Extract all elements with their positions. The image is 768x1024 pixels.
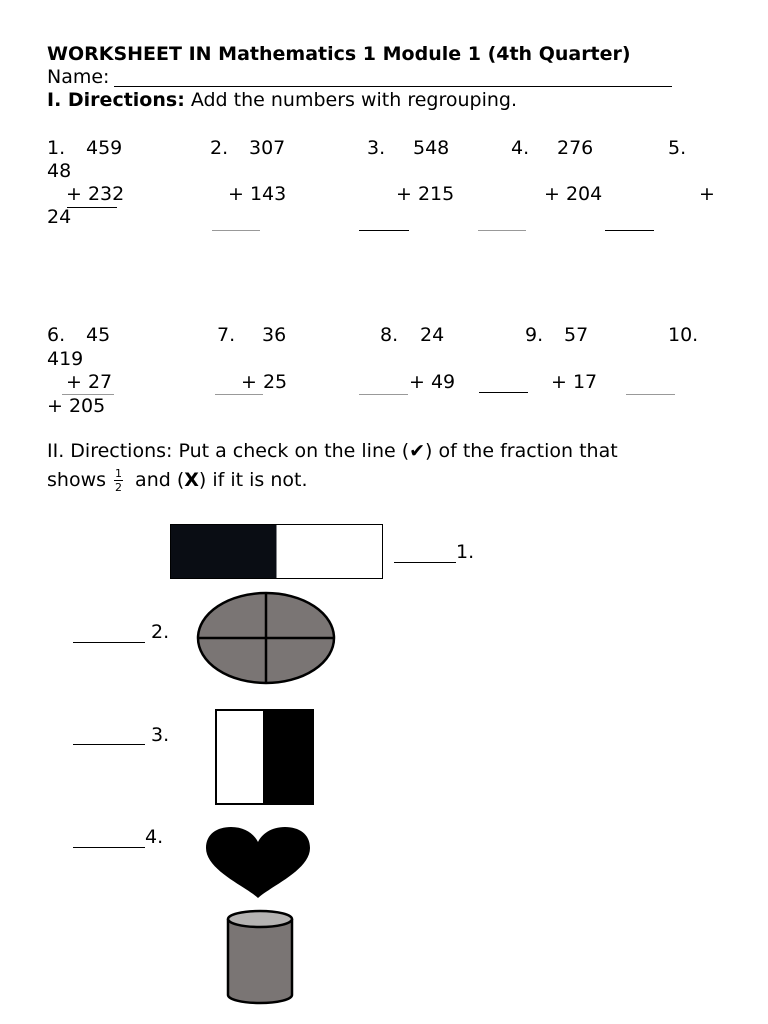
heart-icon xyxy=(205,826,311,900)
fraction-numerator: 1 xyxy=(115,467,123,480)
problem-8-addend: + 49 xyxy=(409,371,456,393)
problem-5-addend: 24 xyxy=(47,206,72,228)
part1-directions xyxy=(47,91,517,110)
problem-9-answer-line[interactable] xyxy=(479,392,528,393)
problem-5-number: 5. xyxy=(668,137,687,159)
problem-7-top: 36 xyxy=(262,324,287,346)
item-4-label: 4. xyxy=(145,826,164,848)
item-4-answer-line[interactable] xyxy=(73,847,145,848)
problem-9-addend: + 17 xyxy=(551,371,598,393)
problem-8-answer-line[interactable] xyxy=(359,394,408,395)
problem-9-top: 57 xyxy=(564,324,589,346)
oval-quarters-icon xyxy=(196,591,336,685)
problem-4-top: 276 xyxy=(557,137,594,159)
fraction-denominator: 2 xyxy=(115,481,123,494)
rectangle-half-shaded-icon xyxy=(170,524,384,580)
problem-10-top: 419 xyxy=(47,348,84,370)
item-3-label: 3. xyxy=(151,724,170,746)
worksheet-title: WORKSHEET IN Mathematics 1 Module 1 (4th Quarter) xyxy=(47,43,631,65)
item-1-answer-line[interactable] xyxy=(394,562,456,563)
problem-1-number: 1. xyxy=(47,137,66,159)
problem-5-plus-sign: + xyxy=(699,183,715,205)
problem-2-top: 307 xyxy=(249,137,286,159)
problem-8-top: 24 xyxy=(420,324,445,346)
cylinder-body xyxy=(228,919,292,1003)
part1-directions-label: I. Directions: xyxy=(47,89,185,111)
part2-directions: II. Directions: Put a check on the line (✔) of the fraction that xyxy=(47,440,618,462)
problem-7-number: 7. xyxy=(217,324,236,346)
problem-6-addend: + 27 xyxy=(66,371,113,393)
problem-6-top: 45 xyxy=(86,324,111,346)
problem-2-addend: + 143 xyxy=(228,183,287,205)
problem-4-addend: + 204 xyxy=(544,183,603,205)
problem-10-addend: + 205 xyxy=(47,395,106,417)
shows-text: shows xyxy=(47,469,107,491)
problem-2-answer-line[interactable] xyxy=(212,230,260,231)
name-line[interactable] xyxy=(114,86,672,87)
one-half-fraction xyxy=(114,468,123,493)
problem-5-top: 48 xyxy=(47,160,72,182)
cylinder-icon xyxy=(225,909,295,1006)
problem-8-number: 8. xyxy=(380,324,399,346)
square-shaded-half xyxy=(263,710,313,804)
problem-10-number: 10. xyxy=(668,324,699,346)
problem-7-answer-line[interactable] xyxy=(215,394,263,395)
item-3-answer-line[interactable] xyxy=(73,744,145,745)
if-not-text: ) if it is not. xyxy=(198,469,308,491)
problem-1-top: 459 xyxy=(86,137,123,159)
cylinder-top xyxy=(228,911,292,927)
problem-2-number: 2. xyxy=(210,137,229,159)
x-mark: X xyxy=(184,469,199,491)
problem-3-answer-line[interactable] xyxy=(359,230,409,231)
part2-directions-line2 xyxy=(47,466,308,494)
problem-1-answer-line[interactable] xyxy=(67,207,117,208)
problem-3-addend: + 215 xyxy=(396,183,455,205)
item-1-label: 1. xyxy=(456,541,475,563)
problem-4-answer-line[interactable] xyxy=(478,230,526,231)
problem-1-addend: + 232 xyxy=(66,183,125,205)
problem-5-answer-line[interactable] xyxy=(605,230,654,231)
rectangle-shaded-half xyxy=(171,525,277,579)
item-2-label: 2. xyxy=(151,621,170,643)
item-2-answer-line[interactable] xyxy=(73,642,145,643)
problem-4-number: 4. xyxy=(511,137,530,159)
square-half-shaded-icon xyxy=(215,709,315,806)
problem-10-answer-line[interactable] xyxy=(626,394,675,395)
problem-9-number: 9. xyxy=(525,324,544,346)
part1-directions-text: Add the numbers with regrouping. xyxy=(184,89,518,111)
name-label: Name: xyxy=(47,66,110,88)
problem-3-top: 548 xyxy=(413,137,450,159)
problem-6-number: 6. xyxy=(47,324,66,346)
problem-3-number: 3. xyxy=(367,137,386,159)
and-text: and ( xyxy=(129,469,185,491)
problem-7-addend: + 25 xyxy=(241,371,288,393)
heart-shape xyxy=(206,827,310,898)
